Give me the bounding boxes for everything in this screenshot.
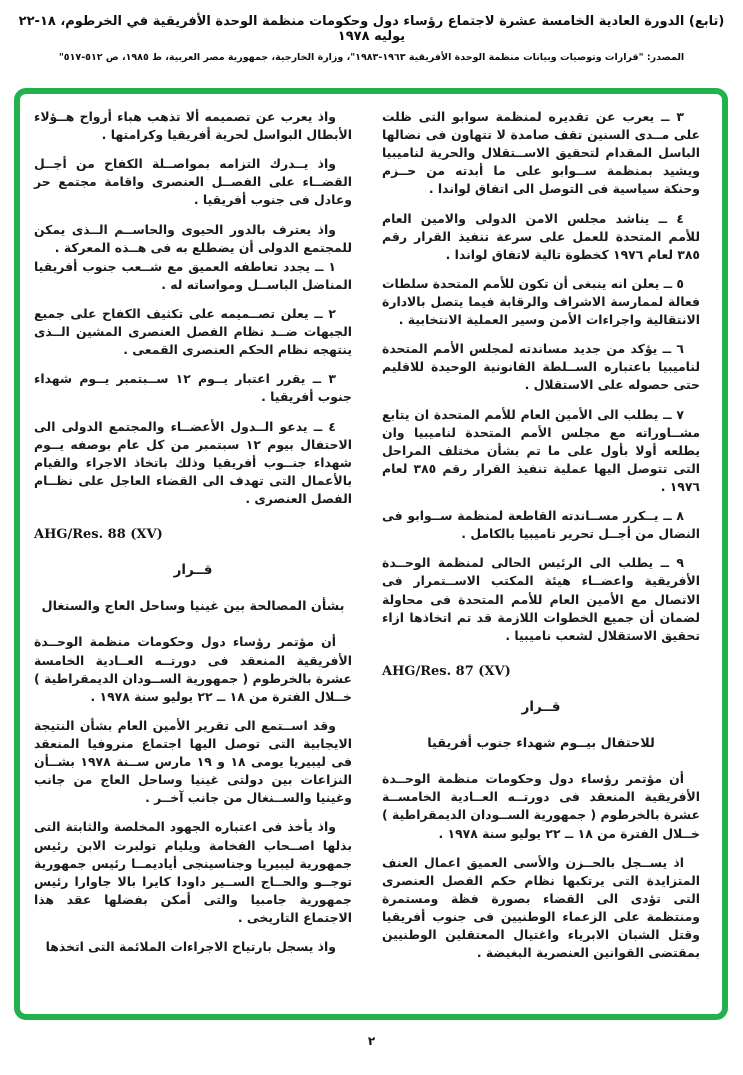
paragraph: أن مؤتمر رؤساء دول وحكومات منظمة الوحــدة الأفريقية المنعقد فى دورتــه العــادية الخامسة عشرة بالخرطوم ( جمهورية الســودان الديمقراطية ) خــلال الفترة من ١٨ ــ ٢٢ يوليو سنة ١٩٧٨ . [34, 634, 352, 704]
paragraph: أن مؤتمر رؤساء دول وحكومات منظمة الوحــدة الأفريقية المنعقد فى دورتــه العــادية الخامســة عشرة بالخرطوم ( جمهورية الســودان الديمقراطية ) خــلال الفترة من ١٨ ــ ٢٢ يوليو سنة ١٩٧٨ . [382, 771, 700, 841]
paragraph: ٦ ــ يؤكد من جديد مساندته لمجلس الأمم المتحدة لناميبيا باعتباره الســلطة القانونية الوحيدة للاقليم حتى حصوله على الاستقلال . [382, 341, 700, 393]
paragraph: واذ يأخذ فى اعتباره الجهود المخلصة والثابتة التى بذلها اصــحاب الفخامة ويليام تولبرت الابن رئيس جمهورية ليبيريا وجناسينجى أياديمــا رئيس جمهورية توجــو والحــاج الســير داودا كايرا بالا جاوارا رئيس جمهورية جامبيا والتى أمكن بفضلها عقد هذا الاجتماع التاريخى . [34, 819, 352, 925]
paragraph: اذ يســجل بالحــزن والأسى العميق اعمال العنف المتزايدة التى يرتكبها نظام حكم الفصل العنصرى التى تؤدى الى القضاء بصورة فظة ومستمرة ومنتظمة على الزعماء الوطنيين فى جنوب أفريقيا وقتل الشبان الابرياء واغتيال المعتقلين الوطنيين بمقتضى القوانين العنصرية البغيضة . [382, 854, 700, 961]
session-title: (تابع) الدورة العادية الخامسة عشرة لاجتماع رؤساء دول وحكومات منظمة الوحدة الأفريقية في الخرطوم، ١٨-٢٢ يوليه ١٩٧٨ [18, 14, 725, 44]
paragraph: ١ ــ يجدد تعاطفه العميق مع شــعب جنوب أفريقيا المناضل الباســل ومواساته له . [34, 258, 352, 292]
column-right [382, 108, 700, 1006]
document-frame [14, 88, 728, 1020]
paragraph: واذ يسجل بارتياح الاجراءات الملائمة التى اتخذها [45, 939, 336, 955]
resolution-subtitle: بشأن المصالحة بين غينيا وساحل العاج والسنغال [41, 598, 345, 614]
paragraph: ٥ ــ يعلن انه ينبغى أن تكون للأمم المتحدة سلطات فعالة لممارسة الاشراف والرقابة فيما يتصل بالادارة الانتقالية واجراءات الأمن وسير العملية الانتخابية . [382, 275, 700, 328]
paragraph: وقد اســتمع الى تقرير الأمين العام بشأن النتيجة الايجابية التى توصل اليها اجتماع منروفيا المنعقد فى ليبيريا يومى ١٨ و ١٩ مارس ســنة ١٩٧٨ بشــأن النزاعات بين دولتى غينيا وساحل العاج من جانب وغينيا والســنغال من جانب آخــر . [34, 717, 352, 806]
paragraph: ٤ ــ يدعو الــدول الأعضــاء والمجتمع الدولى الى الاحتفال بيوم ١٢ سبتمبر من كل عام بوصفه يــوم شهداء جنــوب أفريقيا وذلك باتخاذ الاجراء والقيام بالأعمال التى تهدف الى القضاء العاجل على نظــام الفصل العنصرى . [34, 418, 352, 506]
resolution-heading: قــرار [521, 698, 561, 715]
resolution-subtitle: للاحتفال بيــوم شهداء جنوب أفريقيا [427, 735, 655, 751]
paragraph: ٣ ــ يقرر اعتبار يــوم ١٢ ســبتمبر يــوم شهداء جنوب أفريقيا . [34, 371, 352, 405]
page-header [8, 14, 735, 63]
resolution-heading: قــرار [173, 562, 213, 579]
source-citation: المصدر: "قرارات وتوصيات وبيانات منظمة الوحدة الأفريقية ١٩٦٣-١٩٨٣"، وزارة الخارجية، جمهورية مصر العربية، ط ١٩٨٥، ص ٥١٢-٥١٧" [58, 52, 685, 63]
paragraph: ٣ ــ يعرب عن تقديره لمنظمة سوابو التى ظلت على مــدى السنين تقف صامدة لا تتهاون فى نضالها الباسل المقدام لتحقيق الاســتقلال والحرية لناميبيا ويشيد بمنظمة ســوابو على ما أبدته من حــزم وحنكة سياسية فى التوصل الى اتفاق لواندا . [382, 109, 700, 197]
paragraph: واذ يــدرك التزامه بمواصــلة الكفاح من أجــل القضــاء على الفصــل العنصرى واقامة مجتمع حر وعادل فى جنوب أفريقيا . [34, 156, 352, 208]
resolution-number-88: AHG/Res. 88 (XV) [34, 527, 163, 543]
paragraph: واذ يعترف بالدور الحيوى والحاســم الــذى يمكن للمجتمع الدولى أن يضطلع به فى هــذه المعركة . [34, 221, 352, 255]
page-number: ٢ [367, 1034, 376, 1048]
paragraph: ٩ ــ يطلب الى الرئيس الحالى لمنظمة الوحــدة الأفريقية واعضــاء هيئة المكتب الاســتمرار فى الاتصال مع الأمين العام للأمم المتحدة فى محاولة لضمان أن جميع الخطوات اللازمة قد تم اتخاذها ازاء تحقيق الاستقلال لشعب ناميبيا . [382, 555, 700, 643]
paragraph: ٤ ــ يناشد مجلس الامن الدولى والامين العام للأمم المتحدة للعمل على سرعة تنفيذ القرار رقم ٣٨٥ لعام ١٩٧٦ كخطوة تالية لاتفاق لواندا . [382, 210, 700, 262]
resolution-number-87: AHG/Res. 87 (XV) [382, 663, 511, 679]
paragraph: ٨ ــ يــكرر مســاندته القاطعة لمنظمة ســوابو فى النضال من أجــل تحرير ناميبيا بالكامل . [382, 508, 700, 542]
paragraph: واذ يعرب عن تصميمه ألا تذهب هباء أرواح هــؤلاء الأبطال البواسل لحرية أفريقيا وكرامتها . [34, 109, 352, 143]
two-column-layout [34, 108, 700, 1006]
paragraph: ٢ ــ يعلن تصــميمه على تكثيف الكفاح على جميع الجبهات ضــد نظام الفصل العنصرى المشين الــذى ينتهجه نظام الحكم العنصرى القمعى . [34, 305, 352, 358]
column-left [34, 108, 352, 1006]
paragraph: ٧ ــ يطلب الى الأمين العام للأمم المتحدة ان يتابع مشــاوراته مع مجلس الأمم المتحدة لناميبيا وان يطلعه أولا بأول على ما تم بشأن مختلف المراحل التى تتوصل اليها عملية تنفيذ القرار رقم ٣٨٥ لعام ١٩٧٦ . [382, 406, 700, 494]
